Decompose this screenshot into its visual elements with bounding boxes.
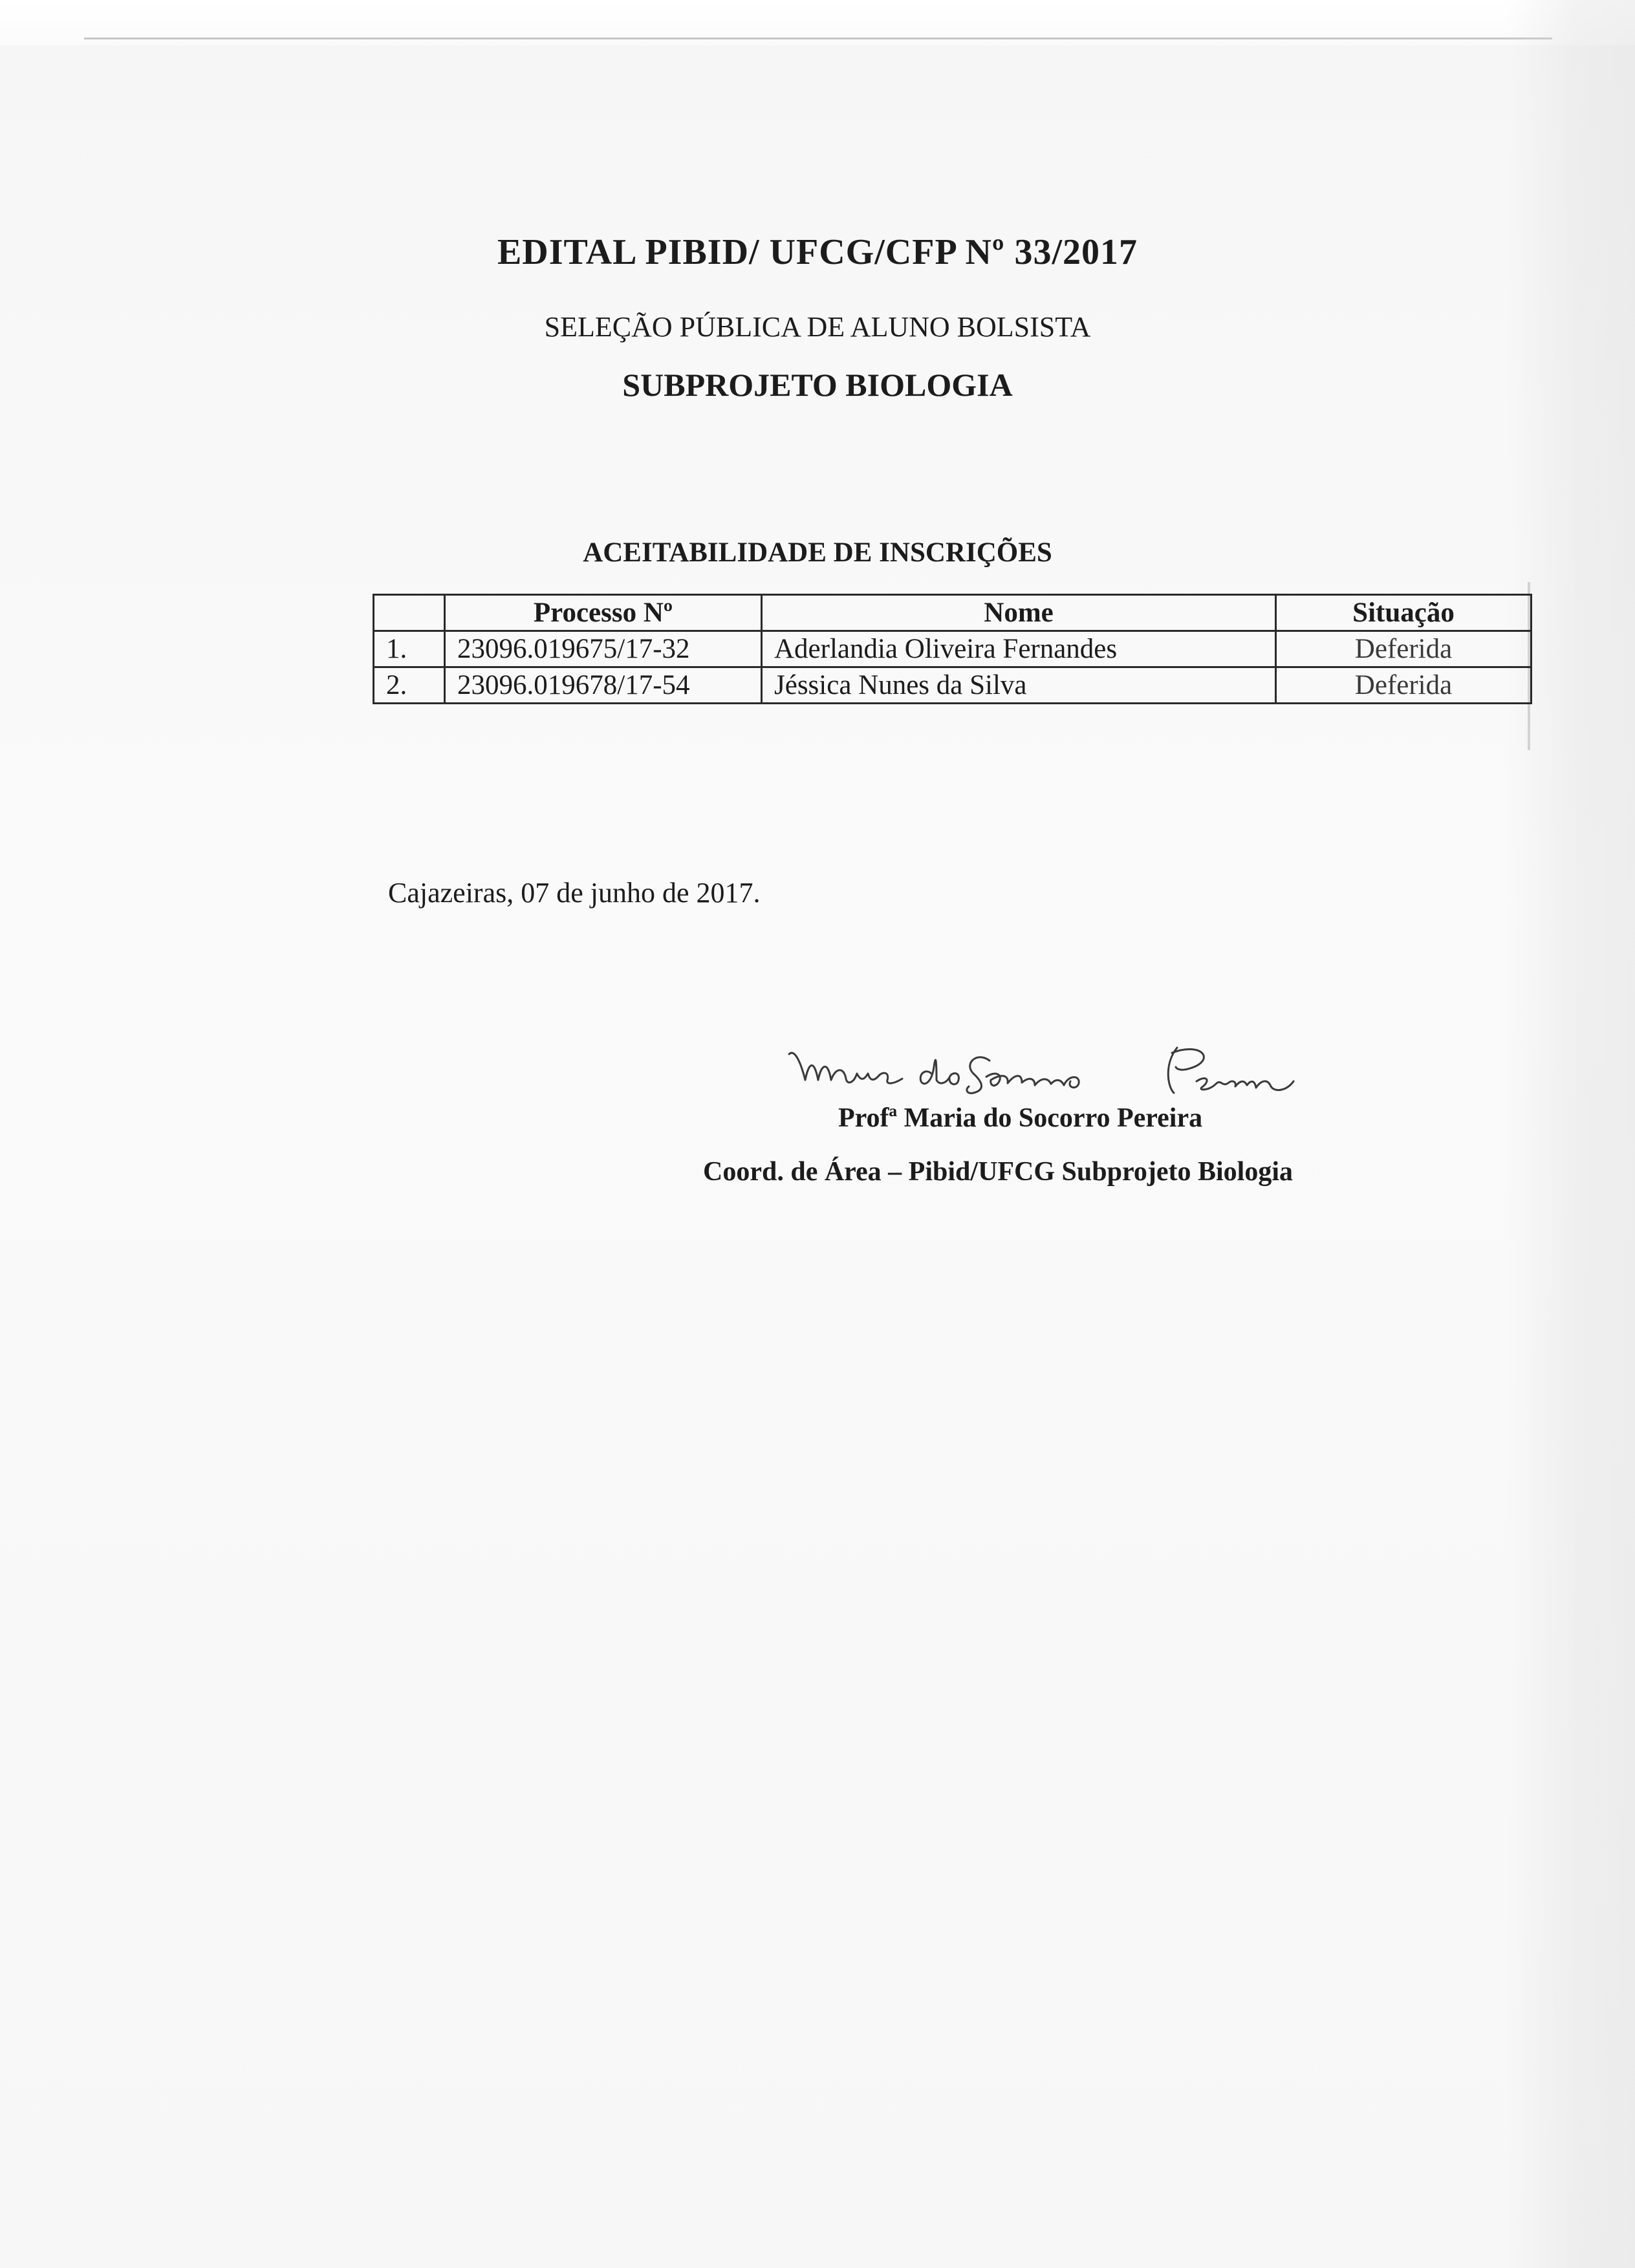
row-number: 1.: [374, 631, 445, 667]
document-title: EDITAL PIBID/ UFCG/CFP Nº 33/2017: [497, 232, 1138, 272]
column-header-situacao: Situação: [1276, 595, 1532, 631]
registrations-table: [373, 594, 1532, 704]
process-number: 23096.019678/17-54: [445, 667, 762, 704]
table-title: ACEITABILIDADE DE INSCRIÇÕES: [583, 537, 1052, 568]
table-row: [374, 631, 1532, 667]
row-number: 2.: [374, 667, 445, 704]
signer-name: Profª Maria do Socorro Pereira: [838, 1103, 1203, 1133]
column-header-nome: Nome: [762, 595, 1276, 631]
table-header-row: [374, 595, 1532, 631]
status-cell: Deferida: [1276, 631, 1532, 667]
status-cell: Deferida: [1276, 667, 1532, 704]
process-number: 23096.019675/17-32: [445, 631, 762, 667]
subproject-title: SUBPROJETO BIOLOGIA: [622, 367, 1013, 403]
table-row: [374, 667, 1532, 704]
candidate-name: Jéssica Nunes da Silva: [762, 667, 1276, 704]
candidate-name: Aderlandia Oliveira Fernandes: [762, 631, 1276, 667]
place-and-date: Cajazeiras, 07 de junho de 2017.: [388, 877, 761, 909]
column-header-index: [374, 595, 445, 631]
document-subtitle: SELEÇÃO PÚBLICA DE ALUNO BOLSISTA: [544, 311, 1091, 343]
handwritten-signature: [776, 1028, 1358, 1112]
column-header-processo: Processo Nº: [445, 595, 762, 631]
scan-fold-line: [84, 38, 1552, 39]
signer-role: Coord. de Área – Pibid/UFCG Subprojeto Biologia: [703, 1157, 1294, 1187]
